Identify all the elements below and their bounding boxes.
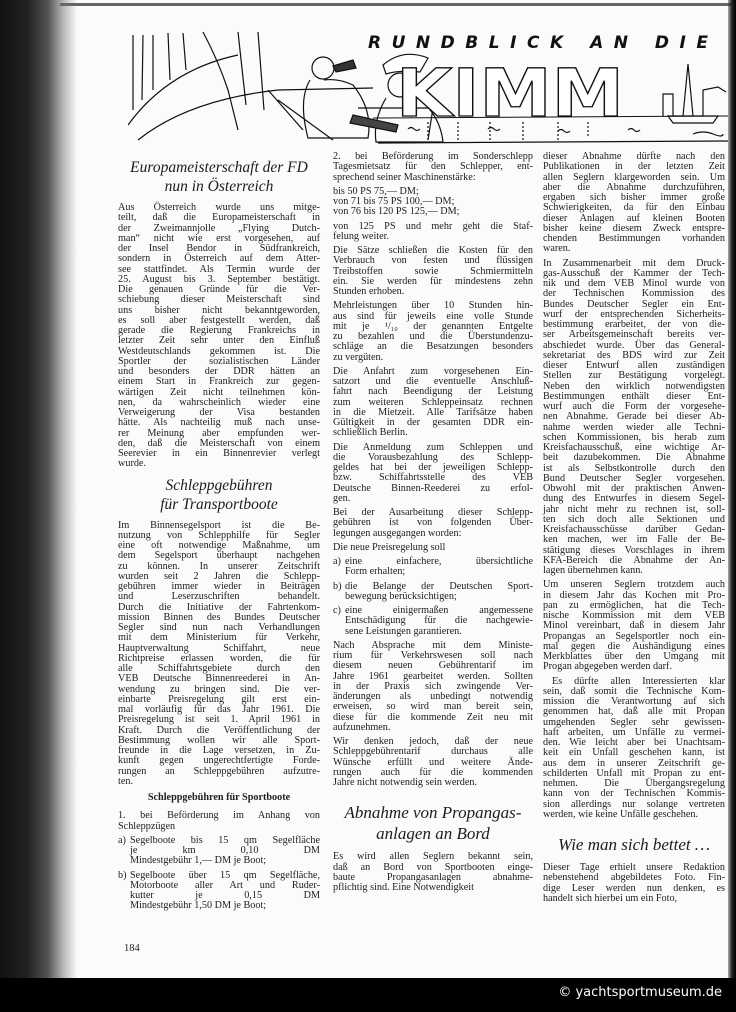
text-line: dieser Abnahme dürfte nach den bbox=[543, 151, 725, 162]
paragraph bbox=[118, 811, 320, 832]
text-line: dieser Entwurf allen zuständigen bbox=[543, 360, 725, 371]
list-marker: c) bbox=[333, 605, 341, 616]
paragraph bbox=[118, 203, 320, 470]
text-line: Tagesmietsatz für den Schlepper, ent- bbox=[333, 161, 533, 173]
text-line: Segelboote bis 15 qm Segelfläche bbox=[130, 834, 320, 846]
text-line: Nach Absprache mit dem Ministe- bbox=[333, 639, 533, 651]
text-line: in die Mietzeit. Alle Tarifsätze haben bbox=[333, 406, 533, 418]
paragraph bbox=[333, 246, 533, 297]
text-line: waren. bbox=[543, 243, 571, 255]
text-line: ist als Selbstkontrolle durch den bbox=[543, 462, 725, 474]
text-line: aufzunehmen. bbox=[333, 721, 391, 733]
text-line: kunft gegen ungerechtfertigte Forde- bbox=[118, 755, 320, 767]
text-line: in der Praxis sich zwingende Ver- bbox=[333, 680, 533, 692]
text-line: der Technischen Kommission des bbox=[543, 288, 725, 300]
text-line: ten sich doch alle Sektionen und bbox=[543, 513, 725, 525]
text-line: alle Schiffahrtsgebiete durch den bbox=[118, 663, 320, 674]
text-line: Seerevier in ein Binnenrevier verlegt bbox=[118, 448, 320, 459]
text-line: rium für Verkehrswesen soll nach bbox=[333, 650, 533, 661]
text-line: der Zweimannjolle „Flying Dutch- bbox=[118, 222, 320, 234]
text-line: zum weiteren Schleppeinsatz rechnen bbox=[333, 396, 533, 408]
banner-small-title: RUNDBLICK AN DIE bbox=[368, 33, 708, 53]
text-line: kann von der Technischen Kommis- bbox=[543, 788, 725, 800]
text-line: Entschädigung für die nachgewie- bbox=[345, 615, 533, 627]
text-line: Die Sätze schließen die Kosten für den bbox=[333, 245, 533, 256]
text-line: schiebung dieser Meisterschaft sind bbox=[118, 294, 320, 306]
text-line: einbarte Preisregelung gilt erst ein- bbox=[118, 693, 320, 705]
text-line: von 76 bis 120 PS 125,— DM; bbox=[333, 206, 460, 218]
text-line: ser Arbeitsgemeinschaft bereits ver- bbox=[543, 329, 725, 341]
text-line: Jahre 1961 gearbeitet werden. Sollten bbox=[333, 670, 533, 682]
paragraph bbox=[333, 508, 533, 539]
text-line: wendung zu bringen sind. Die ver- bbox=[118, 683, 320, 695]
list-item-body bbox=[345, 557, 533, 578]
paragraph bbox=[333, 152, 533, 183]
text-line: Um unseren Seglern trotzdem auch bbox=[543, 579, 725, 591]
text-line: Es dürfte allen Interessierten klar bbox=[552, 675, 725, 687]
text-line: nik und dem VEB Minol wurde von bbox=[543, 278, 725, 289]
text-line: anlagen an Bord bbox=[376, 824, 490, 844]
header-illustration bbox=[128, 30, 728, 145]
text-line: wärtigen Zeit nicht teilnehmen kön- bbox=[118, 386, 320, 398]
text-line: nun in Österreich bbox=[164, 178, 274, 195]
text-line: kutter je 0,15 DM bbox=[130, 890, 320, 901]
text-line: Merkblattes über den Umgang mit bbox=[543, 651, 725, 662]
paragraph bbox=[543, 259, 725, 577]
text-line: man“ nicht wie erst vorgesehen, auf bbox=[118, 232, 320, 244]
text-line: Wir denken jedoch, daß der neue bbox=[333, 736, 533, 747]
text-line: uns bisher nicht bekanntgeworden, bbox=[118, 304, 320, 316]
text-line: nebenstehend abgebildetes Foto. Fin- bbox=[543, 872, 725, 884]
text-line: mal vorläufig für das Jahr 1961. Die bbox=[118, 704, 320, 715]
text-line: diese für die kommende Zeit neu mit bbox=[333, 711, 533, 723]
text-line: lagen übernehmen kann. bbox=[543, 565, 643, 576]
text-line: Wünsche erfüllt und weitere Ände- bbox=[333, 756, 533, 768]
text-line: ein. Sie werden für mindestens zehn bbox=[333, 275, 533, 287]
text-line: Hauptverwaltung Schiffahrt, neue bbox=[118, 642, 320, 654]
text-line: schen Kommissionen, bis herab zum bbox=[543, 431, 725, 443]
paragraph bbox=[333, 852, 533, 893]
text-line: wurf der entsprechenden Sicherheits- bbox=[543, 308, 725, 320]
text-line: felung weiter. bbox=[333, 230, 390, 242]
text-line: nen, da wahrscheinlich wieder eine bbox=[118, 396, 320, 408]
text-line: Form erhalten; bbox=[345, 566, 406, 578]
text-line: Stellen zur Bestätigung vorgelegt. bbox=[543, 370, 725, 382]
text-line: umgehenden Segler sehr gewissen- bbox=[543, 716, 725, 728]
text-line: Richtpreise erlassen worden, die für bbox=[118, 652, 320, 664]
text-line: zu können. In unserer Zeitschrift bbox=[118, 560, 320, 572]
text-line: Die Anfahrt zum vorgesehenen Ein- bbox=[333, 365, 533, 377]
rate-list bbox=[333, 187, 533, 218]
text-line: dige Leser werden nun denken, es bbox=[543, 882, 725, 894]
text-line: dung des Entwurfes in diesem Segel- bbox=[543, 493, 725, 505]
text-line: dieser Anlagen auf kleinen Booten bbox=[543, 212, 725, 224]
text-line: Mindestgebühr 1,— DM je Boot; bbox=[130, 855, 267, 867]
article-heading bbox=[118, 476, 320, 514]
text-line: nen Abnahme. Gerade bei dieser Ab- bbox=[543, 411, 725, 423]
text-line: den. Wie leicht aber bei Unachtsam- bbox=[543, 737, 725, 748]
list-item-body bbox=[345, 606, 533, 637]
text-line: Bund Deutscher Segler vorgesehen. bbox=[543, 472, 725, 484]
text-line: jahr nicht mehr zu rechnen ist, soll- bbox=[543, 503, 725, 515]
text-line: Durch die Initiative der Fahrtenkom- bbox=[118, 601, 320, 613]
text-line: geldes hat bei der jeweiligen Schlepp- bbox=[333, 462, 533, 473]
text-line: ergaben sich bisher immer große bbox=[543, 192, 725, 203]
text-line: aus sind für jeweils eine volle Stunde bbox=[333, 310, 533, 322]
list-item bbox=[333, 557, 533, 578]
text-line: Schleppgebühren für Sportboote bbox=[147, 792, 291, 803]
text-line: KFA-Bereich die Abnahme der An- bbox=[543, 554, 725, 566]
text-line: Aus Österreich wurde uns mitge- bbox=[118, 202, 320, 213]
text-line: bisher keine diesem Zweck entspre- bbox=[543, 222, 725, 234]
text-line: handelt sich hierbei um ein Foto, bbox=[543, 892, 678, 904]
text-line: mal gegen die Aushändigung eines bbox=[543, 640, 725, 652]
text-line: Treibstoffen sowie Schmiermitteln bbox=[333, 265, 533, 277]
list-marker: b) bbox=[333, 580, 342, 592]
text-line: Verbrauch von festen und flüssigen bbox=[333, 255, 533, 267]
text-line: pan zu ermöglichen, hat die Tech- bbox=[543, 599, 725, 611]
text-line: Neben den wirklich notwendigsten bbox=[543, 380, 725, 392]
text-line: chenden Bestimmungen vorhanden bbox=[543, 233, 725, 244]
text-line: In Zusammenarbeit mit dem Druck- bbox=[543, 257, 725, 269]
text-line: daß an Bord von Sportbooten einge- bbox=[333, 861, 533, 873]
paragraph bbox=[333, 737, 533, 788]
section-subheading bbox=[118, 793, 320, 803]
text-line: fahrt nach Beendigung der Leistung bbox=[333, 386, 533, 398]
text-line: Segler sind nun nach Verhandlungen bbox=[118, 622, 320, 633]
text-line: nische Kommission mit dem VEB bbox=[543, 610, 725, 621]
text-line: ten. bbox=[118, 775, 133, 787]
text-line: Im Binnensegelsport ist die Be- bbox=[118, 519, 320, 531]
text-line: Westdeutschlands gekommen ist. Die bbox=[118, 345, 320, 357]
text-line: Bundes Deutscher Segler ein Ent- bbox=[543, 298, 725, 310]
paragraph bbox=[333, 543, 533, 553]
text-line: 1. bei Beförderung im Anhang von bbox=[118, 810, 320, 822]
text-line: Progan abgegeben werden darf. bbox=[543, 661, 672, 673]
paragraph bbox=[333, 641, 533, 733]
text-line: sondern in Österreich auf dem Atter- bbox=[118, 253, 320, 265]
text-line: nahme werden wieder alle Techni- bbox=[543, 421, 725, 433]
text-line: Bestimmung wollen wir alle Sport- bbox=[118, 734, 320, 746]
text-line: Es wird allen Seglern bekannt sein, bbox=[333, 851, 533, 863]
text-line: Motorboote aller Art und Ruder- bbox=[130, 879, 320, 891]
text-line: Jahre nicht notwendig sein werden. bbox=[333, 777, 477, 788]
text-line: sein, daß somit die Technische Kom- bbox=[543, 685, 725, 697]
list-item bbox=[118, 836, 320, 867]
text-line: Minol vereinbart, daß in diesem Jahr bbox=[543, 620, 725, 632]
text-line: VEB Deutsche Binnenreederei in An- bbox=[118, 673, 320, 685]
page-number: 184 bbox=[124, 943, 140, 954]
text-line: sprechend seiner Maschinenstärke: bbox=[333, 171, 476, 183]
text-line: letzter Zeit sehr unter den Einfluß bbox=[118, 335, 320, 347]
text-line: die Vorausbezahlung des Schlepp- bbox=[333, 451, 533, 463]
text-line: bestimmung erarbeitet, der von die- bbox=[543, 319, 725, 330]
text-line: Mehrleistungen über 10 Stunden hin- bbox=[333, 300, 533, 312]
text-line: je km 0,10 DM bbox=[130, 845, 320, 856]
text-line: Verweigerung der Visa bestanden bbox=[118, 407, 320, 418]
paragraph bbox=[543, 677, 725, 821]
paragraph bbox=[543, 580, 725, 672]
text-line: baute Propangasanlagen abnahme- bbox=[333, 871, 533, 883]
text-line: rungen auch für die kommenden bbox=[333, 766, 533, 778]
list-item-body bbox=[130, 836, 320, 867]
text-line: nehmen. Die Übergangsregelung bbox=[543, 778, 725, 789]
text-line: erweisen, so wird man bereit sein, bbox=[333, 701, 533, 713]
book-binding-shadow bbox=[0, 0, 78, 1012]
text-line: stätigung dieses Vorschlages in ihrem bbox=[543, 544, 725, 556]
paragraph bbox=[118, 521, 320, 788]
text-line: Bei der Ausarbeitung dieser Schlepp- bbox=[333, 507, 533, 518]
text-line: wurde. bbox=[118, 458, 147, 470]
text-line: den, daß die Meisterschaft von einem bbox=[118, 437, 320, 449]
text-line: teilt, daß die Europameisterschaft in bbox=[118, 212, 320, 224]
text-line: Bestimmungen enthält dieser Ent- bbox=[543, 390, 725, 402]
article-heading bbox=[118, 158, 320, 196]
text-line: bewegung berücksichtigen; bbox=[345, 590, 457, 602]
list-marker: b) bbox=[118, 869, 127, 881]
text-line: für Transportboote bbox=[160, 495, 278, 513]
text-line: Sportler der sozialistischen Länder bbox=[118, 355, 320, 367]
text-line: gebühren ist von folgenden Über- bbox=[333, 517, 533, 529]
text-line: dem Segelsport überhaupt nachgehen bbox=[118, 550, 320, 562]
text-line: satzort und die eventuelle Anschluß- bbox=[333, 376, 533, 387]
column-1 bbox=[118, 152, 320, 916]
text-line: Europameisterschaft der FD bbox=[130, 159, 308, 176]
text-line: nutzung von Schlepphilfe für Segler bbox=[118, 529, 320, 541]
text-line: Kreisfachausschüsse darüber Gedan- bbox=[543, 524, 725, 535]
text-line: von 125 PS und mehr geht die Staf- bbox=[333, 220, 533, 232]
text-line: 25. August bis 3. September bestätigt. bbox=[118, 273, 320, 285]
text-line: Kraft. Durch die Veröffentlichung der bbox=[118, 724, 320, 736]
text-line: Kreisfachausschuß, eine wichtige Ar- bbox=[543, 442, 725, 453]
banner-big-title: KIMM bbox=[396, 55, 624, 132]
text-line: Schleppgebührentarif durchaus alle bbox=[333, 746, 533, 758]
text-line: Wie man sich bettet … bbox=[557, 835, 711, 854]
text-line: keit ein Unfall geschehen kann, ist bbox=[543, 747, 725, 759]
text-line: mission die Verantwortung auf sich bbox=[543, 696, 725, 707]
text-line: eine einfachere, übersichtliche bbox=[345, 556, 533, 567]
text-line: zu vergüten. bbox=[333, 351, 384, 363]
column-2 bbox=[333, 152, 533, 897]
article-heading bbox=[543, 834, 725, 855]
paragraph bbox=[543, 152, 725, 255]
text-line: Mindestgebühr 1,50 DM je Boot; bbox=[130, 900, 267, 912]
text-line: abschiedet wurde. Über das General- bbox=[543, 339, 725, 351]
article-heading bbox=[333, 802, 533, 844]
text-line: mit dem Ministerium für Verkehr, bbox=[118, 632, 320, 644]
text-line: Gültigkeit in der gesamten DDR ein- bbox=[333, 417, 533, 428]
text-line: sene Leistungen garantieren. bbox=[345, 625, 462, 637]
page-gutter-shadow bbox=[728, 0, 736, 1012]
text-line: gebühren immer wieder in Beiträgen bbox=[118, 581, 320, 592]
text-line: sekretariat des BDS wird zur Zeit bbox=[543, 349, 725, 361]
paragraph bbox=[543, 863, 725, 904]
text-line: rungen an Schleppgebühren aufzutre- bbox=[118, 765, 320, 777]
paragraph bbox=[333, 301, 533, 363]
text-line: gerade die Regierung Frankreichs in bbox=[118, 325, 320, 336]
list-item-body bbox=[130, 871, 320, 912]
text-line: diesem neuen Gebührentarif im bbox=[333, 660, 533, 672]
text-line: freunde in die Lage versetzen, in Zu- bbox=[118, 745, 320, 756]
text-line: aber die Abnahme durchzuführen, bbox=[543, 181, 725, 193]
text-line: bzw. Schiffahrtsstelle des VEB bbox=[333, 472, 533, 484]
text-line: eine oft notwendige Maßnahme, um bbox=[118, 540, 320, 551]
text-line: einem Start in Frankreich zur gegen- bbox=[118, 376, 320, 388]
text-line: schilderten Unfall mit Propan zu ent- bbox=[543, 767, 725, 779]
list-marker: a) bbox=[118, 834, 126, 846]
paragraph bbox=[333, 443, 533, 505]
text-line: Publikationen in der letzten Zeit bbox=[543, 161, 725, 173]
text-line: bis 50 PS 75,— DM; bbox=[333, 185, 419, 197]
text-line: Schleppzügen bbox=[118, 820, 176, 832]
text-line: Preisregelung ist seit 1. April 1961 in bbox=[118, 714, 320, 726]
text-line: Schleppgebühren bbox=[165, 476, 273, 494]
text-line: Propangas an Segelsportler noch ein- bbox=[543, 630, 725, 642]
text-line: werden, wie keine Unfälle geschehen. bbox=[543, 808, 699, 820]
text-line: Schwierigkeiten, da für den Einbau bbox=[543, 202, 725, 214]
text-line: in diesem Jahr das Kochen mit Pro- bbox=[543, 589, 725, 601]
text-line: schließlich Berlin. bbox=[333, 427, 408, 439]
text-line: haft arbeiten, um Unfälle zu vermei- bbox=[543, 726, 725, 738]
text-line: schläge an die Besatzungen besonders bbox=[333, 341, 533, 353]
text-line: allen Seglern klargeworden sein. Um bbox=[543, 171, 725, 183]
text-line: die Belange der Deutschen Sport- bbox=[345, 580, 533, 592]
list-item-body bbox=[345, 582, 533, 603]
text-line: es soll aber festgestellt werden, daß bbox=[118, 314, 320, 326]
list-marker: a) bbox=[333, 556, 341, 567]
text-line: und Leserzuschriften behandelt. bbox=[118, 591, 320, 603]
text-line: wurf auch die Form der vorgesehe- bbox=[543, 401, 725, 412]
text-line: rer Meinung aber empfunden wer- bbox=[118, 427, 320, 439]
text-line: Obwohl mit der praktischen Anwen- bbox=[543, 483, 725, 494]
text-line: pflichtig sind. Eine Notwendigkeit bbox=[333, 882, 474, 893]
text-line: von 71 bis 75 PS 100,— DM; bbox=[333, 196, 455, 207]
text-line: aus dem in unserer Zeitschrift ge- bbox=[543, 757, 725, 769]
list-item bbox=[333, 582, 533, 603]
text-line: Deutsche Binnen-Reederei zu erfol- bbox=[333, 482, 533, 494]
text-line: Stunden erhoben. bbox=[333, 286, 405, 297]
watermark: © yachtsportmuseum.de bbox=[558, 985, 722, 1000]
text-line: legungen ausgegangen worden: bbox=[333, 527, 462, 539]
paragraph bbox=[333, 222, 533, 243]
text-line: Segelboote über 15 qm Segelfläche, bbox=[130, 869, 320, 881]
text-line: eine einigermaßen angemessene bbox=[345, 605, 533, 616]
text-line: hätte. Als nachteilig muß nach unse- bbox=[118, 417, 320, 429]
text-line: beit dazubekommen. Die Abnahme bbox=[543, 452, 725, 464]
text-line: änderungen als unbedingt notwendig bbox=[333, 691, 533, 702]
text-line: Die Anmeldung zum Schleppen und bbox=[333, 441, 533, 453]
text-line: der Insel Bendor in Südfrankreich, bbox=[118, 243, 320, 254]
text-line: genommen hat, daß alle mit Propan bbox=[543, 706, 725, 718]
column-3 bbox=[543, 152, 725, 908]
text-line: Abnahme von Propangas- bbox=[344, 803, 522, 823]
text-line: zu bezahlen und die Überstundenzu- bbox=[333, 331, 533, 342]
text-line: mission Binnen des Bundes Deutscher bbox=[118, 611, 320, 623]
paragraph bbox=[333, 367, 533, 439]
text-line: Die genauen Gründe für die Ver- bbox=[118, 284, 320, 295]
text-line: gen. bbox=[333, 492, 351, 504]
text-line: ken machen, wer im Falle der Be- bbox=[543, 534, 725, 546]
text-line: 2. bei Beförderung im Sonderschlepp bbox=[333, 151, 533, 162]
text-line: mit je ¹/₁₀ der genannten Entgelte bbox=[333, 320, 533, 332]
text-line: und besonders der DDR hätten an bbox=[118, 366, 320, 377]
page-top-edge bbox=[60, 3, 736, 6]
list-item bbox=[333, 606, 533, 637]
text-line: wurden seit 2 Jahren die Schlepp- bbox=[118, 570, 320, 582]
text-line: see stattfindet. Als Termin wurde der bbox=[118, 263, 320, 275]
text-line: Die neue Preisregelung soll bbox=[333, 541, 446, 553]
text-line: gas-Ausschuß der Kammer der Tech- bbox=[543, 267, 725, 279]
text-line: sion allerdings nur solange vertreten bbox=[543, 798, 725, 810]
list-item bbox=[118, 871, 320, 912]
text-line: Dieser Tage erhielt unsere Redaktion bbox=[543, 862, 725, 873]
